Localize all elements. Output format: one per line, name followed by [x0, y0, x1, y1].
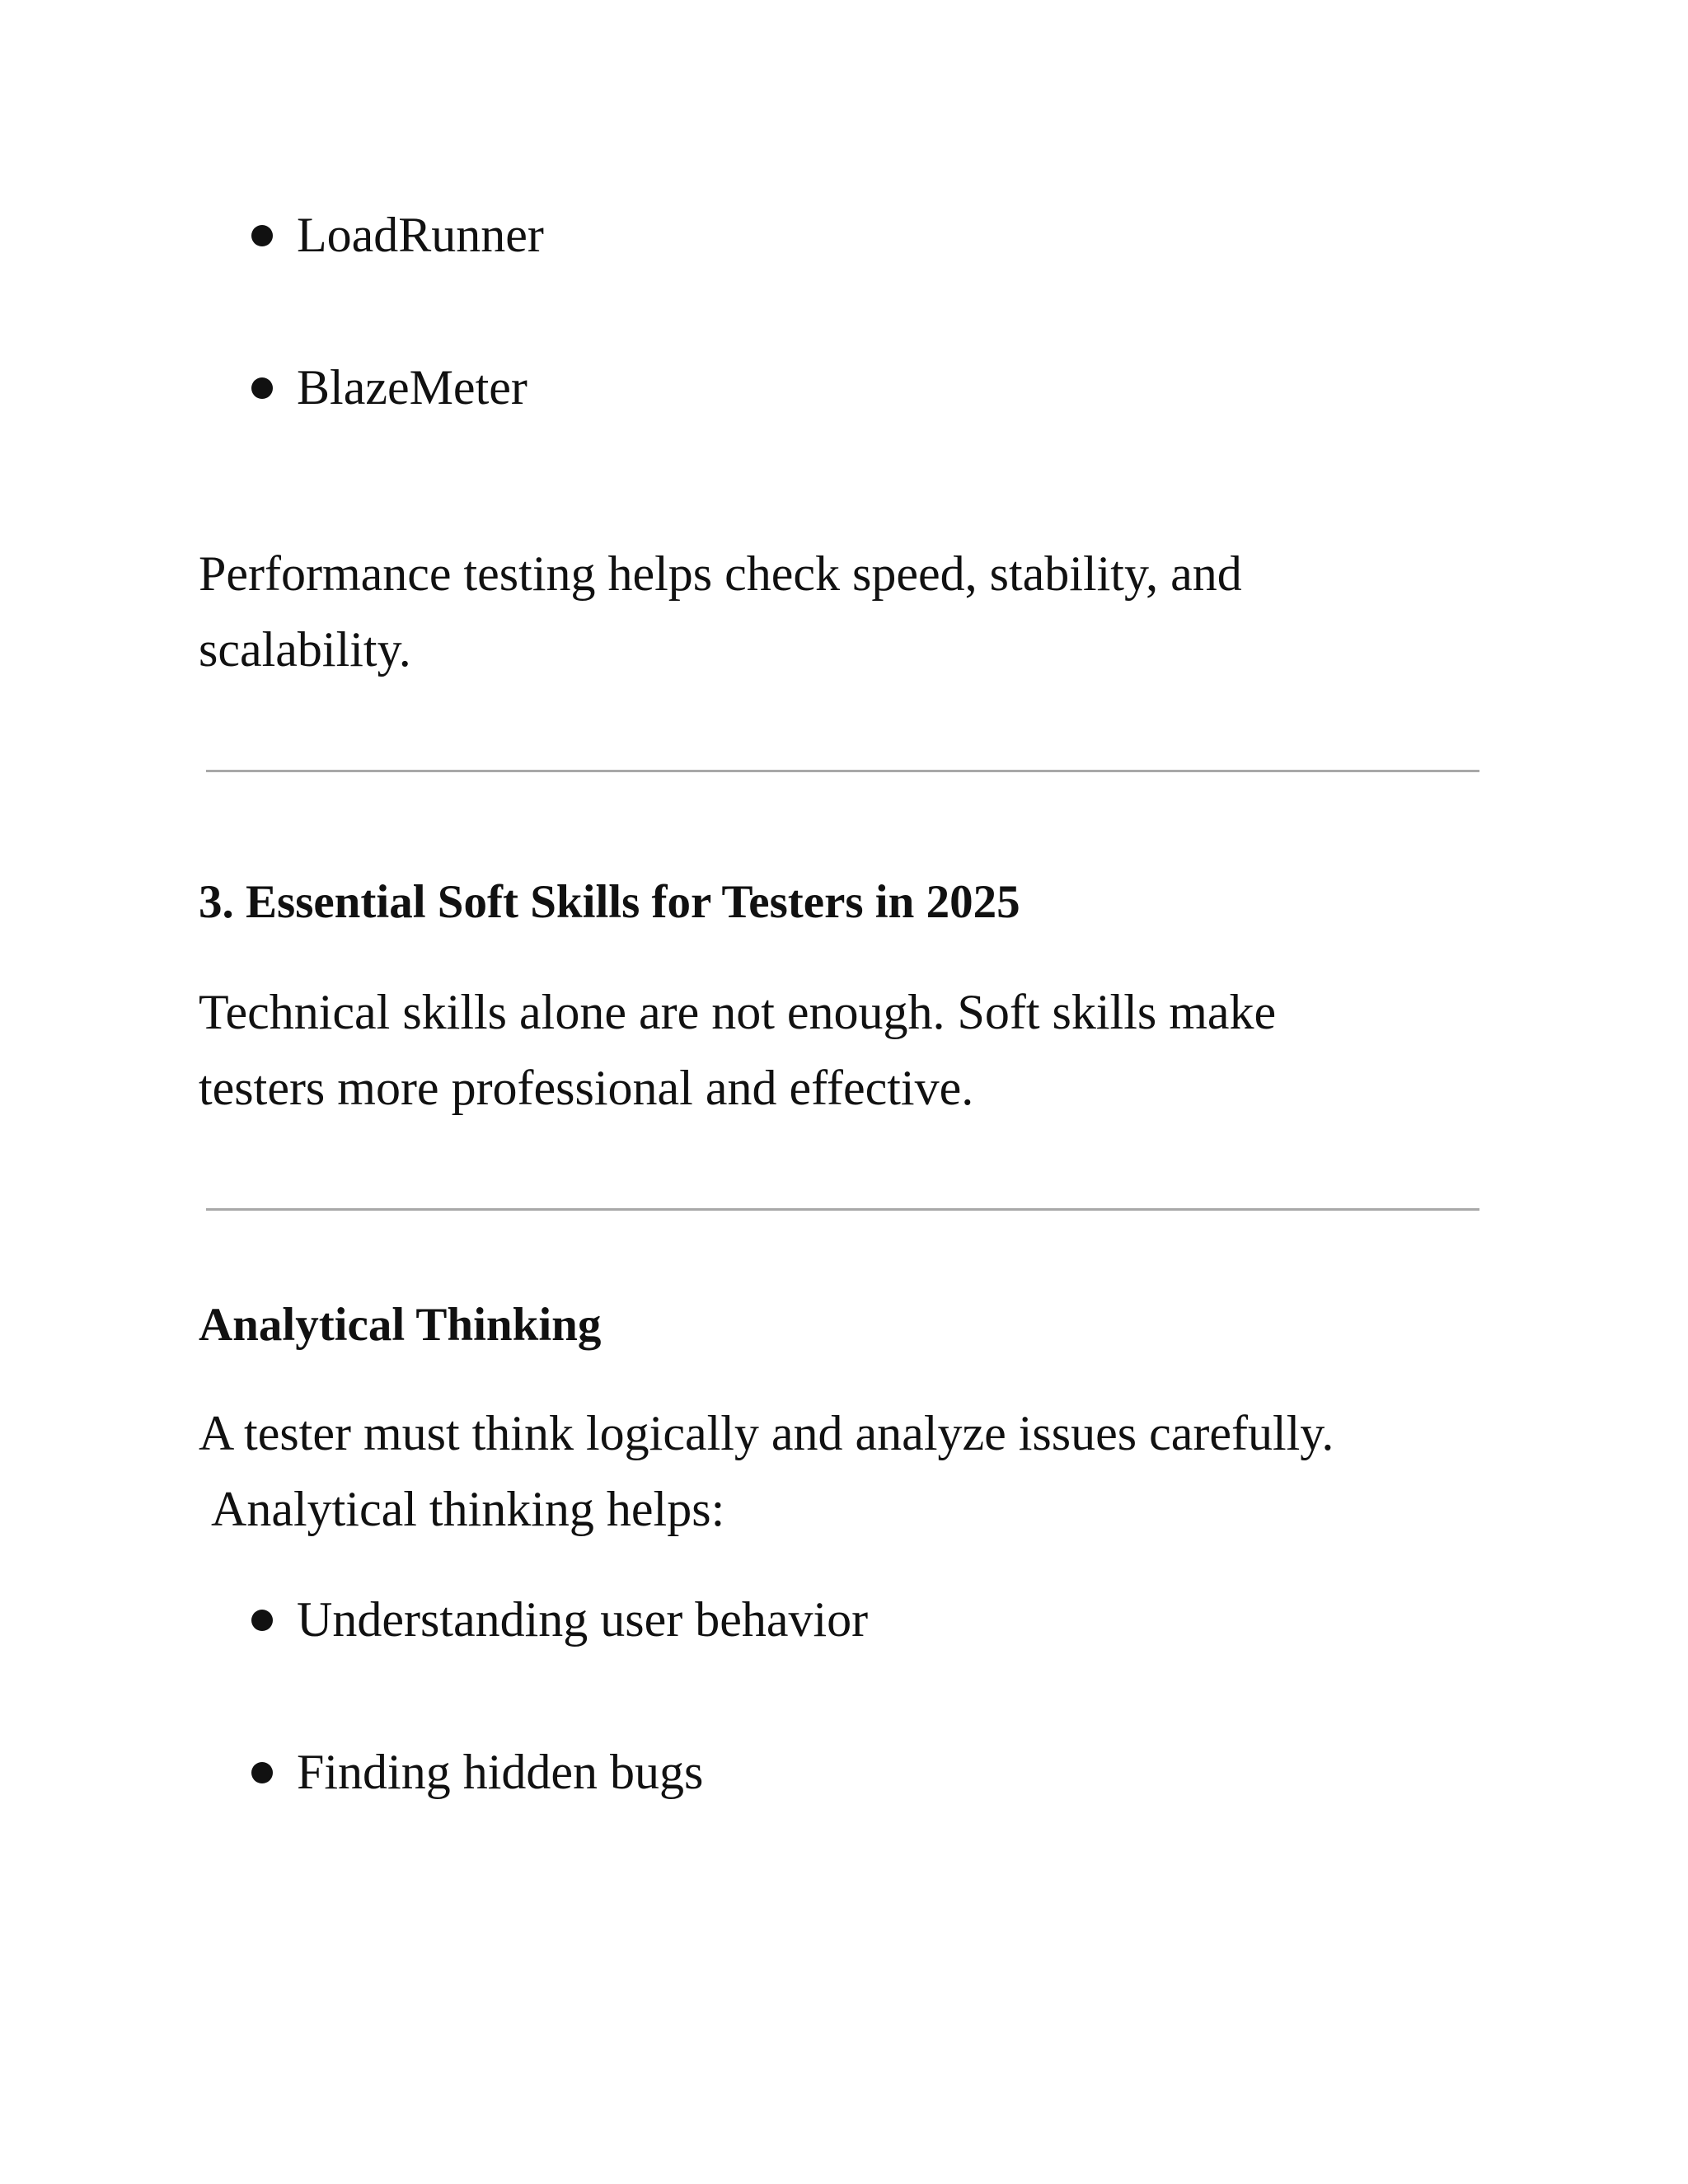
paragraph-line: Analytical thinking helps:: [211, 1482, 725, 1536]
bullet-icon: [251, 225, 273, 246]
section-heading: 3. Essential Soft Skills for Testers in 2025: [199, 876, 1020, 928]
paragraph-line: A tester must think logically and analyze issues carefully.: [199, 1406, 1334, 1460]
list-item-label: BlazeMeter: [297, 360, 528, 415]
paragraph-line: Technical skills alone are not enough. Soft skills make: [199, 985, 1277, 1039]
bullet-icon: [251, 1762, 273, 1783]
list-item-label: LoadRunner: [297, 208, 544, 262]
analytical-paragraph: [199, 1395, 1550, 1547]
list-item-label: Understanding user behavior: [297, 1592, 869, 1647]
soft-skills-paragraph: [199, 974, 1550, 1126]
performance-paragraph: [199, 536, 1550, 687]
paragraph-line: Performance testing helps check speed, stability, and: [199, 546, 1242, 601]
paragraph-line: scalability.: [199, 622, 411, 677]
subsection-heading: Analytical Thinking: [199, 1299, 602, 1351]
horizontal-divider: [206, 1208, 1479, 1211]
bullet-icon: [251, 1610, 273, 1631]
bullet-icon: [251, 377, 273, 399]
paragraph-line: testers more professional and effective.: [199, 1061, 974, 1115]
list-item-label: Finding hidden bugs: [297, 1745, 704, 1799]
horizontal-divider: [206, 770, 1479, 772]
